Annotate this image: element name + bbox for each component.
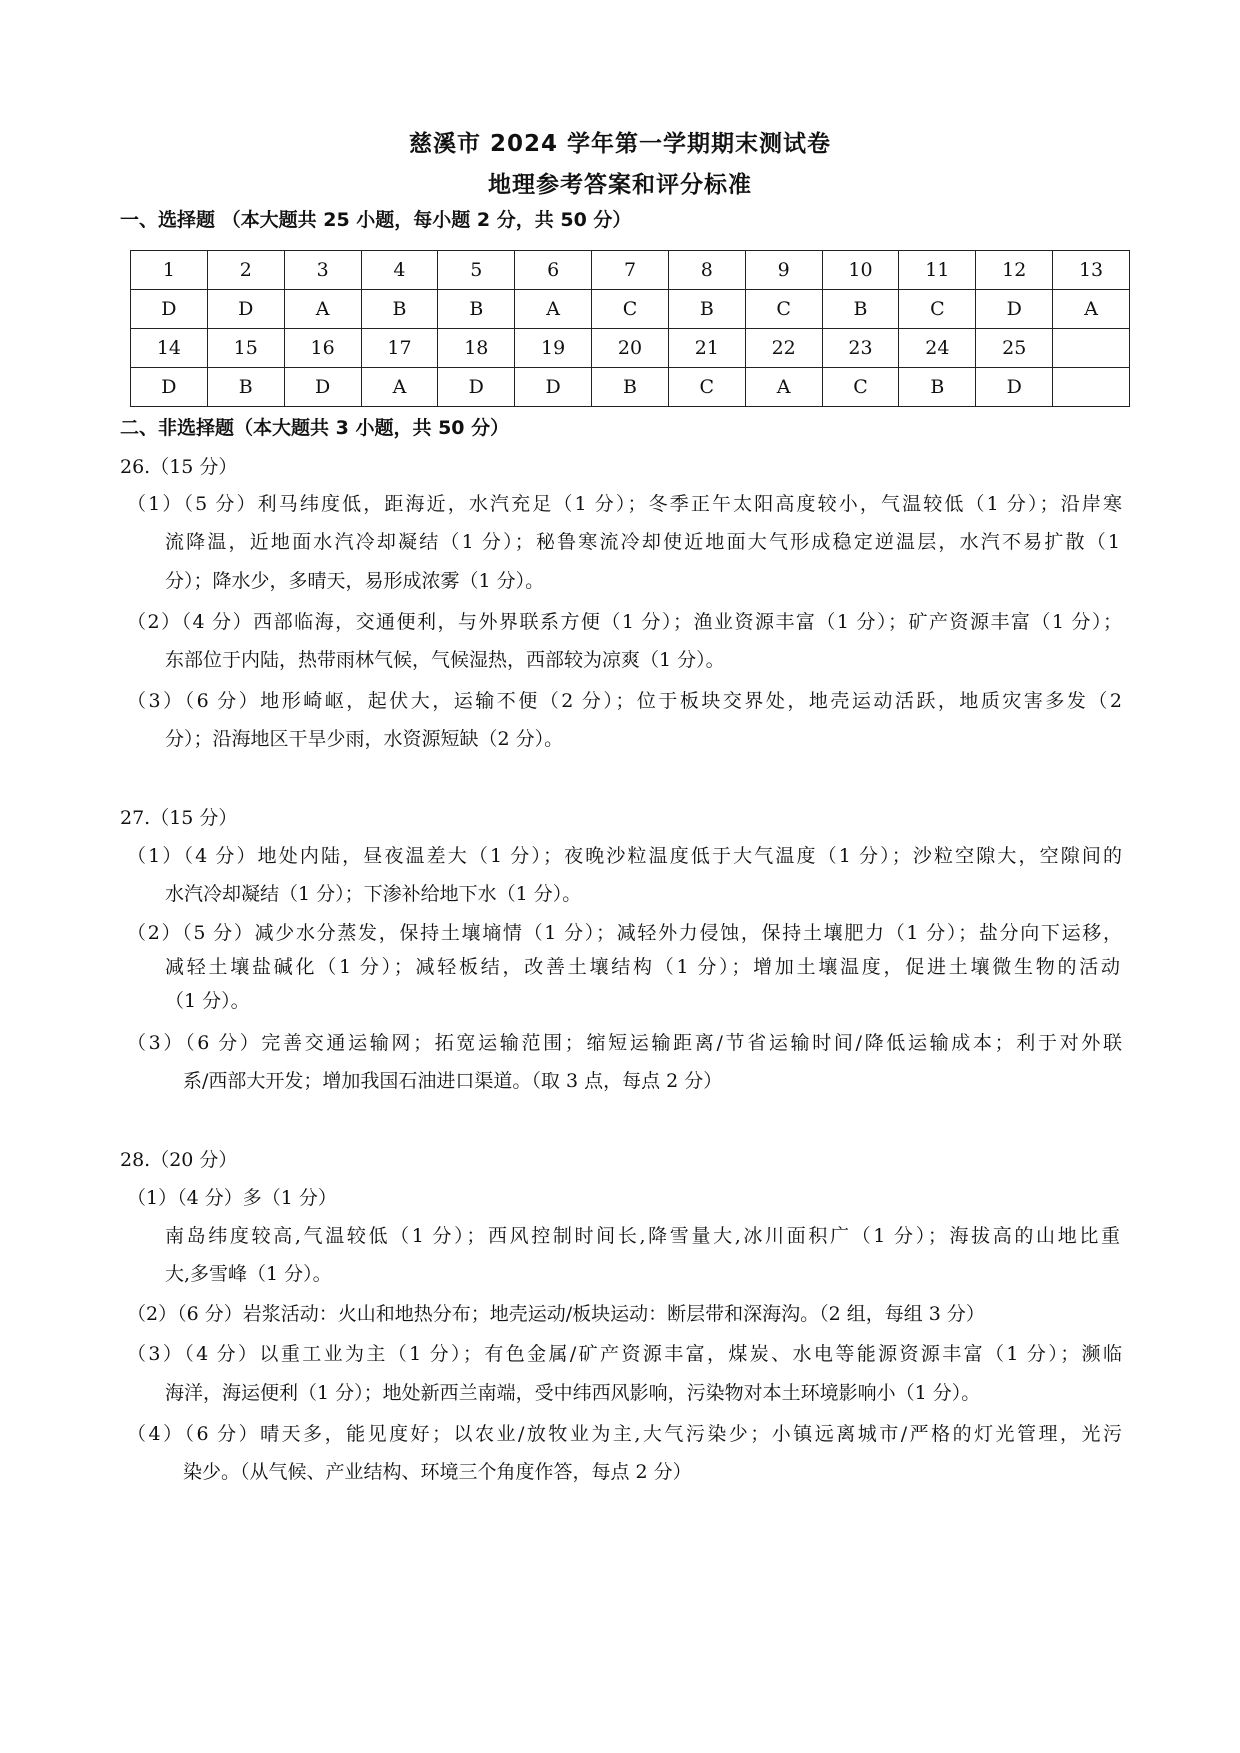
answer-cell: D: [207, 290, 284, 329]
question-number-cell: 11: [899, 251, 976, 290]
answer-cell: A: [745, 368, 822, 407]
question-number-cell: 6: [515, 251, 592, 290]
exam-subtitle: 地理参考答案和评分标准: [488, 172, 752, 198]
question-number-cell: 23: [822, 329, 899, 368]
q26-part2-line1: （2）（4 分）西部临海，交通便利，与外界联系方便（1 分）；渔业资源丰富（1 分）；矿产资源丰富（1 分）；: [127, 611, 1122, 633]
answer-row: [131, 290, 1130, 329]
question-number-cell: 19: [515, 329, 592, 368]
answer-cell: C: [668, 368, 745, 407]
answer-cell: D: [438, 368, 515, 407]
answer-cell: A: [1053, 290, 1130, 329]
answer-cell: A: [361, 368, 438, 407]
answer-cell: D: [284, 368, 361, 407]
question-number-cell: 24: [899, 329, 976, 368]
q26-part1-line1: （1）（5 分）利马纬度低，距海近，水汽充足（1 分）；冬季正午太阳高度较小，气温较低（1 分）；沿岸寒: [127, 493, 1122, 515]
q27-part2-line2: 减轻土壤盐碱化（1 分）；减轻板结，改善土壤结构（1 分）；增加土壤温度，促进土壤微生物的活动: [165, 956, 1120, 978]
answer-cell: B: [668, 290, 745, 329]
answer-cell: D: [131, 290, 208, 329]
answer-cell: A: [284, 290, 361, 329]
q27-part1-line2: 水汽冷却凝结（1 分）；下渗补给地下水（1 分）。: [165, 883, 582, 905]
answer-cell: D: [976, 368, 1053, 407]
q28-part3-line2: 海洋，海运便利（1 分）；地处新西兰南端，受中纬西风影响，污染物对本土环境影响小（1 分）。: [165, 1382, 981, 1404]
q28-part4-line1: （4）（6 分）晴天多，能见度好；以农业/放牧业为主,大气污染少；小镇远离城市/严格的灯光管理，光污: [127, 1423, 1122, 1445]
question-number-cell: 9: [745, 251, 822, 290]
question-number-cell: 13: [1053, 251, 1130, 290]
question-number-cell: 7: [592, 251, 669, 290]
q27-part1-line1: （1）（4 分）地处内陆，昼夜温差大（1 分）；夜晚沙粒温度低于大气温度（1 分）；沙粒空隙大，空隙间的: [127, 845, 1122, 867]
q26-part2-line2: 东部位于内陆，热带雨林气候，气候湿热，西部较为凉爽（1 分）。: [165, 649, 725, 671]
answer-cell: B: [438, 290, 515, 329]
answer-cell: B: [822, 290, 899, 329]
answer-cell: B: [899, 368, 976, 407]
question-28-head: 28.（20 分）: [120, 1149, 238, 1171]
q28-part1-line2: 南岛纬度较高,气温较低（1 分）；西风控制时间长,降雪量大,冰川面积广（1 分）；海拔高的山地比重: [165, 1225, 1120, 1247]
q26-part3-line2: 分）；沿海地区干旱少雨，水资源短缺（2 分）。: [165, 728, 564, 750]
q26-part1-line3: 分）；降水少，多晴天，易形成浓雾（1 分）。: [165, 570, 545, 592]
q28-part4-line2: 染少。（从气候、产业结构、环境三个角度作答，每点 2 分）: [183, 1461, 692, 1483]
answer-cell: B: [592, 368, 669, 407]
question-26-head: 26.（15 分）: [120, 456, 238, 478]
q28-part1-line3: 大,多雪峰（1 分）。: [165, 1263, 332, 1285]
section-multiple-choice-heading: 一、选择题 （本大题共 25 小题，每小题 2 分，共 50 分）: [120, 209, 632, 231]
exam-title: 慈溪市 2024 学年第一学期期末测试卷: [408, 131, 832, 157]
question-number-row: [131, 329, 1130, 368]
answer-row: [131, 368, 1130, 407]
q28-part1-line1: （1）（4 分）多（1 分）: [127, 1187, 337, 1209]
question-number-cell: 8: [668, 251, 745, 290]
question-number-cell: 1: [131, 251, 208, 290]
question-number-cell: 10: [822, 251, 899, 290]
answer-cell: C: [822, 368, 899, 407]
question-number-cell: 3: [284, 251, 361, 290]
question-number-cell: 17: [361, 329, 438, 368]
question-number-cell: 18: [438, 329, 515, 368]
answer-cell: D: [131, 368, 208, 407]
answer-cell: B: [361, 290, 438, 329]
answer-cell: D: [515, 368, 592, 407]
question-number-cell: 4: [361, 251, 438, 290]
question-number-cell: 2: [207, 251, 284, 290]
q26-part1-line2: 流降温，近地面水汽冷却凝结（1 分）；秘鲁寒流冷却使近地面大气形成稳定逆温层，水汽不易扩散（1: [165, 531, 1120, 553]
question-number-cell: 15: [207, 329, 284, 368]
q27-part2-line3: （1 分）。: [165, 990, 250, 1012]
question-number-cell: 14: [131, 329, 208, 368]
question-number-row: [131, 251, 1130, 290]
question-number-cell: 21: [668, 329, 745, 368]
question-number-cell: 25: [976, 329, 1053, 368]
answer-cell: C: [592, 290, 669, 329]
q27-part3-line1: （3）（6 分）完善交通运输网；拓宽运输范围；缩短运输距离/节省运输时间/降低运输成本；利于对外联: [127, 1032, 1122, 1054]
answer-cell: A: [515, 290, 592, 329]
answer-table: [130, 250, 1130, 407]
q28-part2-line1: （2）（6 分）岩浆活动：火山和地热分布；地壳运动/板块运动：断层带和深海沟。（2 组，每组 3 分）: [127, 1303, 985, 1325]
question-27-head: 27.（15 分）: [120, 807, 238, 829]
answer-cell: B: [207, 368, 284, 407]
question-number-cell: [1053, 329, 1130, 368]
q27-part2-line1: （2）（5 分）减少水分蒸发，保持土壤墒情（1 分）；减轻外力侵蚀，保持土壤肥力（1 分）；盐分向下运移，: [127, 922, 1122, 944]
answer-cell: C: [745, 290, 822, 329]
q26-part3-line1: （3）（6 分）地形崎岖，起伏大，运输不便（2 分）；位于板块交界处，地壳运动活跃，地质灾害多发（2: [127, 690, 1122, 712]
answer-cell: [1053, 368, 1130, 407]
answer-cell: C: [899, 290, 976, 329]
q28-part3-line1: （3）（4 分）以重工业为主（1 分）；有色金属/矿产资源丰富，煤炭、水电等能源资源丰富（1 分）；濒临: [127, 1343, 1122, 1365]
question-number-cell: 16: [284, 329, 361, 368]
question-number-cell: 5: [438, 251, 515, 290]
section-non-choice-heading: 二、非选择题（本大题共 3 小题，共 50 分）: [120, 417, 510, 439]
question-number-cell: 20: [592, 329, 669, 368]
q27-part3-line2: 系/西部大开发；增加我国石油进口渠道。（取 3 点，每点 2 分）: [183, 1070, 723, 1092]
question-number-cell: 22: [745, 329, 822, 368]
answer-cell: D: [976, 290, 1053, 329]
question-number-cell: 12: [976, 251, 1053, 290]
